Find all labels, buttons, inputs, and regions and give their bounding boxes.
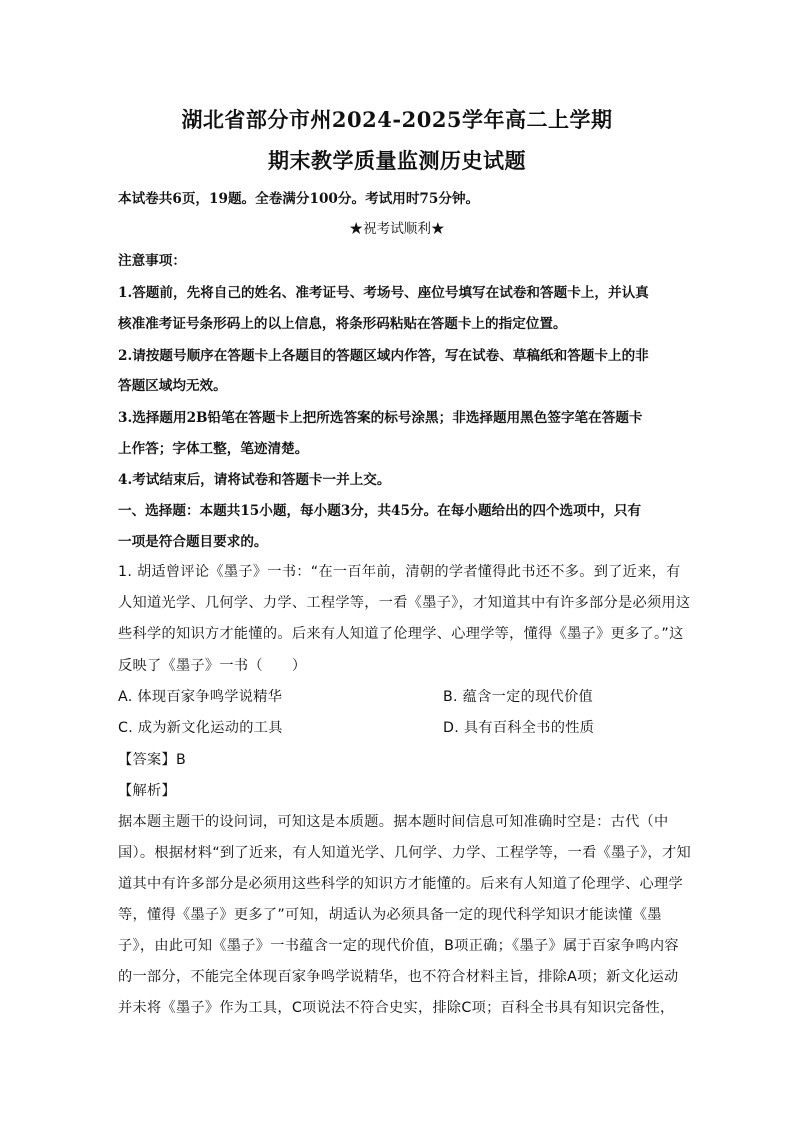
analysis-line: 的一部分，不能完全体现百家争鸣学说精华，也不符合材料主旨，排除A项；新文化运动 <box>118 969 679 985</box>
analysis-line: 国）。根据材料“到了近来，有人知道光学、几何学、力学、工程学等，一看《墨子》，才知 <box>118 845 691 861</box>
document-title-line-2: 期末教学质量监测历史试题 <box>268 148 526 173</box>
answer-label: 【答案】B <box>118 752 186 768</box>
option-d: D. 具有百科全书的性质 <box>443 720 595 736</box>
option-b: B. 蕴含一定的现代价值 <box>443 689 594 705</box>
question-1-stem: 反映了《墨子》一书（ ） <box>118 658 307 674</box>
section-heading: 一、选择题：本题共15小题，每小题3分，共45分。在每小题给出的四个选项中，只有 <box>118 503 642 519</box>
note-line: 4.考试结束后，请将试卷和答题卡一并上交。 <box>118 472 391 488</box>
analysis-line: 道其中有许多部分是必须用这些科学的知识方才能懂的。后来有人知道了伦理学、心理学 <box>118 876 684 892</box>
question-1-stem: 人知道光学、几何学、力学、工程学等，一看《墨子》，才知道其中有许多部分是必须用这 <box>118 595 691 611</box>
note-line: 3.选择题用2B铅笔在答题卡上把所选答案的标号涂黑；非选择题用黑色签字笔在答题卡 <box>118 410 643 426</box>
analysis-line: 子》，由此可知《墨子》一书蕴含一定的现代价值，B项正确；《墨子》属于百家争鸣内容 <box>118 938 679 954</box>
question-1-stem: 些科学的知识方才能懂的。后来有人知道了伦理学、心理学等，懂得《墨子》更多了。”这 <box>118 626 684 642</box>
note-line: 核准准考证号条形码上的以上信息，将条形码粘贴在答题卡上的指定位置。 <box>118 316 567 332</box>
note-line: 上作答；字体工整，笔迹清楚。 <box>118 441 309 457</box>
analysis-line: 据本题主题干的设问词，可知这是本质题。据本题时间信息可知准确时空是：古代（中 <box>118 814 669 830</box>
document-title-line-1: 湖北省部分市州2024-2025学年高二上学期 <box>181 107 613 132</box>
blessing-line: ★祝考试顺利★ <box>349 221 445 237</box>
analysis-line: 等，懂得《墨子》更多了”可知，胡适认为必须具备一定的现代科学知识才能读懂《墨 <box>118 907 662 923</box>
section-heading-continued: 一项是符合题目要求的。 <box>118 534 268 550</box>
question-1-stem: 1. 胡适曾评论《墨子》一书：“在一百年前，清朝的学者懂得此书还不多。到了近来，有 <box>118 564 681 580</box>
exam-info: 本试卷共6页，19题。全卷满分100分。考试用时75分钟。 <box>118 191 480 207</box>
analysis-heading: 【解析】 <box>118 783 176 799</box>
option-c: C. 成为新文化运动的工具 <box>118 720 283 736</box>
analysis-line: 并未将《墨子》作为工具，C项说法不符合史实，排除C项；百科全书具有知识完备性， <box>118 1000 675 1016</box>
note-line: 答题区域均无效。 <box>118 378 227 394</box>
note-line: 2.请按题号顺序在答题卡上各题目的答题区域内作答，写在试卷、草稿纸和答题卡上的非 <box>118 348 649 364</box>
note-line: 1.答题前，先将自己的姓名、准考证号、考场号、座位号填写在试卷和答题卡上，并认真 <box>118 285 649 301</box>
option-a: A. 体现百家争鸣学说精华 <box>118 689 283 705</box>
notes-heading: 注意事项： <box>118 253 186 269</box>
